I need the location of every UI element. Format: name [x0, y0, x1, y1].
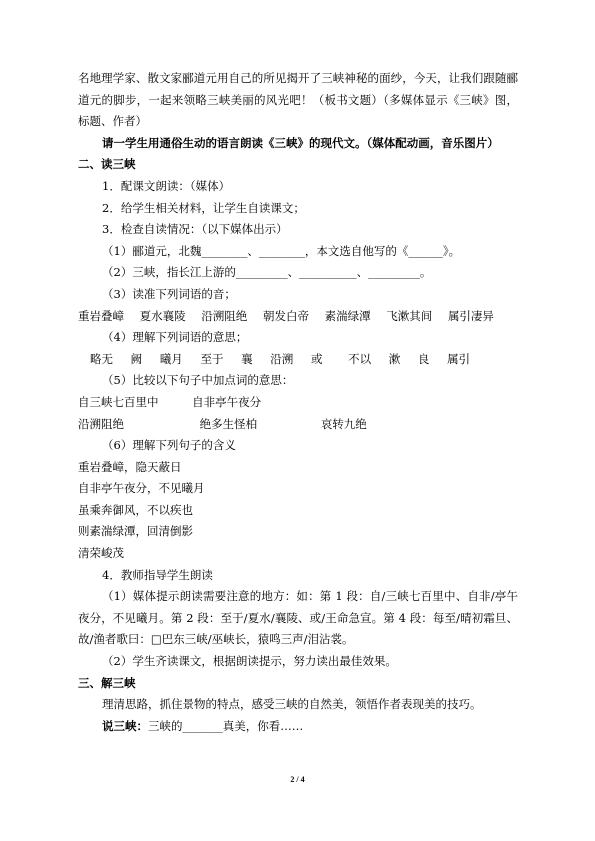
question-1: （1）郦道元，北魏________、________，本文选自他写的《______》。 [102, 243, 461, 258]
sentence: 沿溯阻绝 [78, 416, 124, 431]
word: 至于 [200, 351, 224, 366]
sentence-item: 重岩叠嶂，隐天蔽日 [78, 459, 182, 474]
sentence-item: 清荣峻茂 [78, 546, 124, 561]
pronunciation-words [78, 306, 518, 328]
reading-tips: （1）媒体提示朗读需要注意的地方：如：第 1 段：自/三峡七百里中、自非/亭午夜分，不见曦月。第 2 段：至于/夏水/襄陵、或/王命急宣。第 4 段：每至/晴初霜旦、故/渔者歌曰：□巴东三峡/巫峡长，猿鸣三声/泪沾裳。 [78, 589, 518, 647]
word: 朝发白帝 [262, 308, 309, 323]
step-3: 3．检查自读情况：（以下媒体出示） [102, 222, 288, 237]
word: 曦月 [159, 351, 183, 366]
word: 阙 [130, 351, 143, 366]
section-heading-read: 二、读三峡 [78, 157, 136, 172]
word: 夏水襄陵 [139, 308, 186, 323]
sentence: 哀转九绝 [320, 416, 367, 431]
word: 漱 [388, 351, 401, 366]
sentence-item: 则素湍绿潭，回清倒影 [78, 524, 193, 539]
sentence-item: 虽乘奔御风，不以疾也 [78, 502, 193, 517]
question-5: （5）比较以下句子中加点词的意思： [102, 373, 294, 388]
word: 良 [417, 351, 430, 366]
sentence: 自三峡七百里中 [78, 394, 159, 409]
step-1: 1．配课文朗读：（媒体） [102, 178, 231, 193]
step-4: 4．教师指导学生朗读 [102, 567, 213, 582]
word: 飞漱其间 [386, 308, 433, 323]
question-6: （6）理解下列句子的含义 [102, 438, 236, 453]
question-2: （2）三峡，指长江上游的_________、__________、_________。 [102, 265, 432, 280]
intro-paragraph: 名地理学家、散文家郦道元用自己的所见揭开了三峡神秘的面纱，今天，让我们跟随郦道元的脚步，一起来领略三峡美丽的风光吧！（板书文题）（多媒体显示《三峡》图，标题、作者） [78, 71, 518, 129]
word: 属引凄异 [447, 308, 494, 323]
word: 素湍绿潭 [324, 308, 371, 323]
word: 属引 [447, 351, 471, 366]
word: 重岩叠嶂 [78, 308, 124, 323]
compare-row-2 [78, 414, 518, 436]
sentence-item: 自非亭午夜分，不见曦月 [78, 481, 205, 496]
word: 不以 [348, 351, 372, 366]
say-label: 说三峡： [102, 718, 148, 733]
page-number: 2 / 4 [290, 775, 305, 784]
meaning-words [78, 349, 518, 371]
sentence: 绝多生怪柏 [199, 416, 258, 431]
word: 略无 [90, 351, 113, 366]
analysis-paragraph: 理清思路，抓住景物的特点，感受三峡的自然美，领悟作者表现美的技巧。 [102, 697, 482, 712]
question-3: （3）读准下列词语的音； [102, 286, 236, 301]
sentence: 自非亭午夜分 [192, 394, 262, 409]
word: 或 [310, 351, 323, 366]
say-three-gorges [78, 716, 518, 738]
compare-row-1 [78, 392, 518, 414]
word: 沿溯 [270, 351, 294, 366]
question-4: （4）理解下列词语的意思； [102, 330, 248, 345]
say-text: 三峡的_______真美，你看…… [148, 718, 304, 733]
step-2: 2．给学生相关材料，让学生自读课文； [102, 200, 305, 215]
word: 襄 [241, 351, 253, 366]
section-heading-analyze: 三、解三峡 [78, 675, 136, 690]
group-reading: （2）学生齐读课文，根据朗读提示，努力读出最佳效果。 [102, 654, 397, 669]
word: 沿溯阻绝 [201, 308, 248, 323]
document-body [78, 68, 518, 737]
reading-instruction: 请一学生用通俗生动的语言朗读《三峡》的现代文。（媒体配动画，音乐图片） [102, 135, 499, 150]
